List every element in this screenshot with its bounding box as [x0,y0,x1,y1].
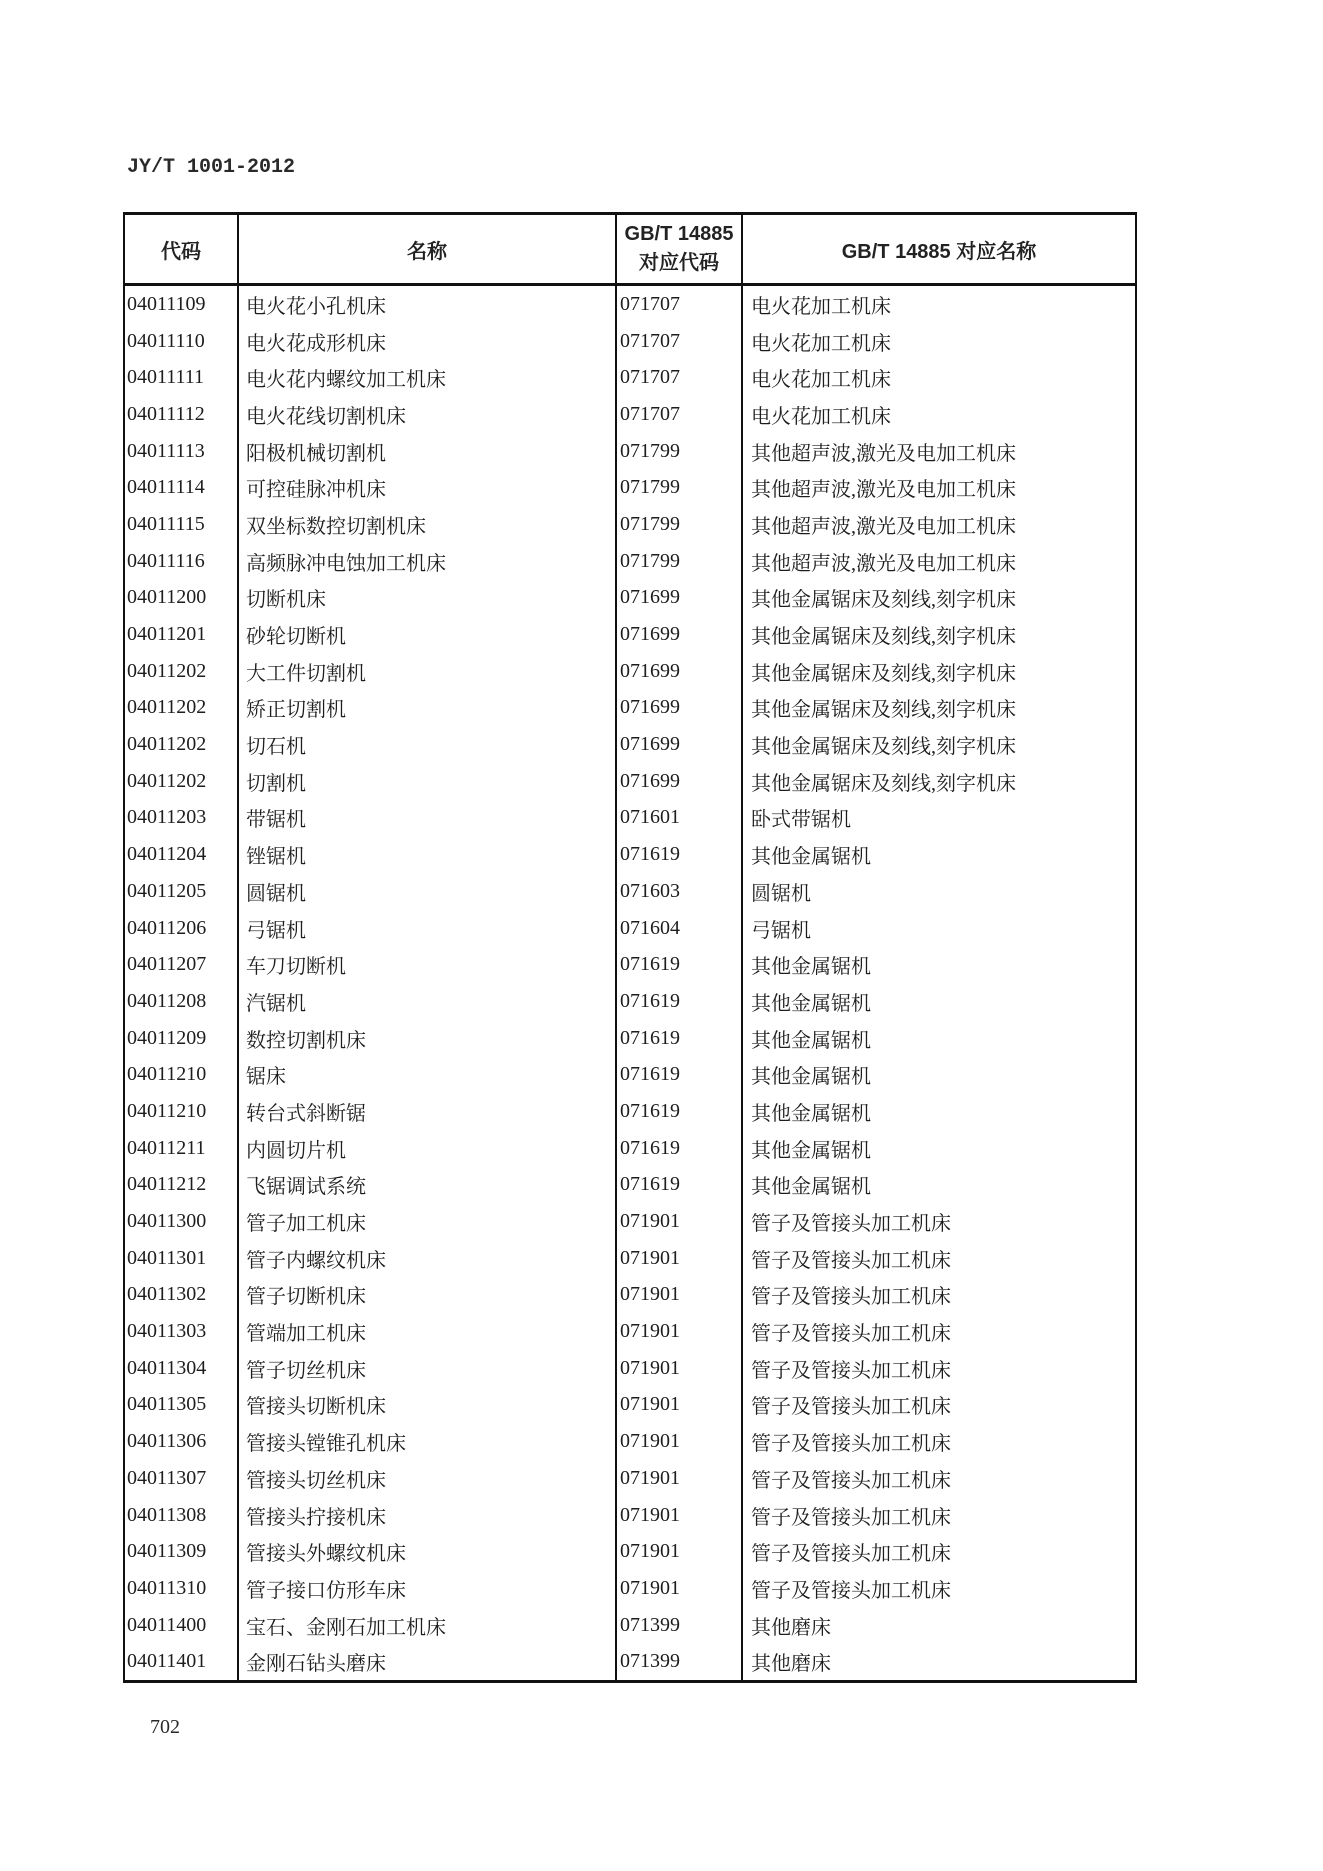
cell-code: 04011116 [125,543,239,580]
cell-gbt-name: 其他金属锯机 [751,956,871,979]
cell-code: 04011113 [125,433,239,470]
cell-name: 飞锯调试系统 [239,1167,617,1204]
cell-gbt-name: 其他超声波,激光及电加工机床 [751,552,1016,575]
cell-name: 切石机 [239,726,617,763]
cell-name: 管接头外螺纹机床 [239,1533,617,1570]
cell-gbt-name: 其他金属锯机 [751,1102,871,1125]
cell-gbt-name: 管子及管接头加工机床 [751,1286,951,1309]
table-row [125,1607,1135,1644]
table-row [125,359,1135,396]
cell-code: 04011203 [125,800,239,837]
cell-code: 04011202 [125,653,239,690]
cell-gbt-name: 其他超声波,激光及电加工机床 [751,442,1016,465]
cell-code: 04011304 [125,1350,239,1387]
table-row [125,1423,1135,1460]
table-row [125,1130,1135,1167]
cell-name: 阳极机械切割机 [239,433,617,470]
cell-name: 车刀切断机 [239,946,617,983]
cell-gbt-name: 管子及管接头加工机床 [751,1396,951,1419]
cell-name: 切断机床 [239,580,617,617]
cell-gbt-code: 071604 [617,910,743,947]
cell-code: 04011109 [125,286,239,323]
cell-name: 管接头镗锥孔机床 [239,1423,617,1460]
cell-name: 高频脉冲电蚀加工机床 [239,543,617,580]
cell-gbt-code: 071901 [617,1240,743,1277]
cell-code: 04011401 [125,1643,239,1680]
cell-gbt-name: 其他金属锯机 [751,1139,871,1162]
cell-gbt-name: 其他超声波,激光及电加工机床 [751,479,1016,502]
cell-gbt-name: 其他金属锯机 [751,1029,871,1052]
cell-gbt-code: 071707 [617,359,743,396]
col-header-gbt-name: GB/T 14885 对应名称 [841,240,1037,263]
cell-gbt-name: 圆锯机 [751,882,811,905]
table-row [125,726,1135,763]
table-row [125,983,1135,1020]
cell-gbt-name: 管子及管接头加工机床 [751,1359,951,1382]
cell-gbt-code: 071799 [617,506,743,543]
cell-code: 04011205 [125,873,239,910]
cell-gbt-name: 管子及管接头加工机床 [751,1543,951,1566]
cell-gbt-name: 其他磨床 [751,1616,831,1639]
cell-gbt-code: 071619 [617,946,743,983]
table-row [125,653,1135,690]
table-row [125,1350,1135,1387]
cell-name: 管子加工机床 [239,1203,617,1240]
cell-code: 04011306 [125,1423,239,1460]
cell-gbt-code: 071901 [617,1203,743,1240]
cell-code: 04011210 [125,1093,239,1130]
table-row [125,1093,1135,1130]
cell-gbt-code: 071619 [617,983,743,1020]
cell-code: 04011204 [125,836,239,873]
cell-name: 管接头切丝机床 [239,1460,617,1497]
cell-gbt-code: 071699 [617,653,743,690]
table-row [125,469,1135,506]
table-row [125,1277,1135,1314]
cell-name: 矫正切割机 [239,690,617,727]
cell-gbt-code: 071619 [617,836,743,873]
table-row [125,690,1135,727]
cell-gbt-name: 其他金属锯床及刻线,刻字机床 [751,736,1016,759]
cell-name: 宝石、金刚石加工机床 [239,1607,617,1644]
cell-code: 04011200 [125,580,239,617]
cell-gbt-code: 071699 [617,616,743,653]
table-row [125,543,1135,580]
cell-gbt-name: 电火花加工机床 [751,295,891,318]
table-row [125,763,1135,800]
cell-gbt-name: 其他金属锯机 [751,992,871,1015]
table-row [125,286,1135,323]
cell-gbt-name: 其他金属锯机 [751,1176,871,1199]
cell-code: 04011115 [125,506,239,543]
cell-code: 04011206 [125,910,239,947]
cell-gbt-code: 071901 [617,1497,743,1534]
cell-name: 圆锯机 [239,873,617,910]
cell-gbt-code: 071699 [617,726,743,763]
cell-gbt-name: 电火花加工机床 [751,369,891,392]
table-row [125,1460,1135,1497]
cell-name: 管子切丝机床 [239,1350,617,1387]
col-header-gbt-code-line2: 对应代码 [639,252,719,274]
table-row [125,1533,1135,1570]
cell-gbt-name: 其他金属锯机 [751,1066,871,1089]
cell-name: 转台式斜断锯 [239,1093,617,1130]
cell-gbt-code: 071699 [617,690,743,727]
table-row [125,1643,1135,1680]
cell-gbt-code: 071799 [617,433,743,470]
table-header-row [125,215,1135,286]
cell-gbt-name: 其他磨床 [751,1653,831,1676]
page-number: 702 [150,1716,180,1738]
table-row [125,1020,1135,1057]
cell-code: 04011209 [125,1020,239,1057]
cell-name: 锉锯机 [239,836,617,873]
col-header-name: 名称 [239,215,617,283]
cell-gbt-name: 弓锯机 [751,919,811,942]
cell-name: 电火花内螺纹加工机床 [239,359,617,396]
cell-code: 04011303 [125,1313,239,1350]
table-row [125,1240,1135,1277]
cell-code: 04011212 [125,1167,239,1204]
cell-code: 04011114 [125,469,239,506]
col-header-code: 代码 [125,215,239,283]
cell-gbt-code: 071707 [617,286,743,323]
table-row [125,1203,1135,1240]
cell-code: 04011202 [125,726,239,763]
cell-gbt-code: 071901 [617,1533,743,1570]
table-row [125,910,1135,947]
cell-code: 04011202 [125,690,239,727]
cell-gbt-code: 071699 [617,763,743,800]
cell-code: 04011309 [125,1533,239,1570]
cell-gbt-code: 071901 [617,1313,743,1350]
cell-code: 04011302 [125,1277,239,1314]
cell-name: 弓锯机 [239,910,617,947]
cell-code: 04011400 [125,1607,239,1644]
cell-gbt-code: 071799 [617,543,743,580]
table-row [125,580,1135,617]
document-code-title: JY/T 1001-2012 [127,156,296,179]
cell-gbt-code: 071901 [617,1460,743,1497]
table-row [125,616,1135,653]
cell-gbt-code: 071901 [617,1423,743,1460]
cell-gbt-code: 071619 [617,1020,743,1057]
cell-name: 数控切割机床 [239,1020,617,1057]
cell-code: 04011305 [125,1387,239,1424]
cell-name: 电火花线切割机床 [239,396,617,433]
cell-code: 04011308 [125,1497,239,1534]
cell-gbt-code: 071619 [617,1130,743,1167]
cell-name: 内圆切片机 [239,1130,617,1167]
cell-name: 管子接口仿形车床 [239,1570,617,1607]
table-row [125,506,1135,543]
table-row [125,1313,1135,1350]
cell-code: 04011301 [125,1240,239,1277]
cell-name: 管接头拧接机床 [239,1497,617,1534]
cell-name: 锯床 [239,1056,617,1093]
cell-gbt-code: 071619 [617,1056,743,1093]
cell-name: 可控硅脉冲机床 [239,469,617,506]
cell-gbt-code: 071619 [617,1093,743,1130]
cell-code: 04011310 [125,1570,239,1607]
cell-gbt-code: 071707 [617,323,743,360]
cell-code: 04011202 [125,763,239,800]
table-row [125,1497,1135,1534]
col-header-gbt-code-line1: GB/T 14885 [624,223,734,245]
cell-gbt-code: 071603 [617,873,743,910]
table-row [125,873,1135,910]
col-header-gbt-code [617,215,743,283]
cell-gbt-name: 其他金属锯机 [751,846,871,869]
cell-gbt-name: 其他金属锯床及刻线,刻字机床 [751,699,1016,722]
cell-gbt-name: 管子及管接头加工机床 [751,1213,951,1236]
cell-gbt-code: 071699 [617,580,743,617]
cell-gbt-name: 其他金属锯床及刻线,刻字机床 [751,662,1016,685]
cell-name: 双坐标数控切割机床 [239,506,617,543]
table-row [125,946,1135,983]
code-correspondence-table [123,212,1137,1683]
cell-gbt-name: 电火花加工机床 [751,332,891,355]
cell-code: 04011211 [125,1130,239,1167]
cell-name: 电火花小孔机床 [239,286,617,323]
cell-gbt-code: 071901 [617,1350,743,1387]
cell-name: 管子内螺纹机床 [239,1240,617,1277]
table-row [125,1570,1135,1607]
cell-gbt-name: 其他金属锯床及刻线,刻字机床 [751,772,1016,795]
cell-name: 切割机 [239,763,617,800]
cell-code: 04011307 [125,1460,239,1497]
cell-name: 管子切断机床 [239,1277,617,1314]
cell-gbt-name: 管子及管接头加工机床 [751,1433,951,1456]
table-row [125,433,1135,470]
table-row [125,800,1135,837]
cell-gbt-name: 管子及管接头加工机床 [751,1506,951,1529]
table-row [125,1167,1135,1204]
table-body [125,286,1135,1680]
cell-name: 汽锯机 [239,983,617,1020]
cell-gbt-code: 071619 [617,1167,743,1204]
cell-name: 带锯机 [239,800,617,837]
cell-name: 管接头切断机床 [239,1387,617,1424]
cell-name: 大工件切割机 [239,653,617,690]
cell-gbt-name: 管子及管接头加工机床 [751,1323,951,1346]
table-row [125,836,1135,873]
cell-name: 砂轮切断机 [239,616,617,653]
table-row [125,323,1135,360]
cell-gbt-name: 管子及管接头加工机床 [751,1249,951,1272]
cell-name: 管端加工机床 [239,1313,617,1350]
cell-gbt-name: 其他金属锯床及刻线,刻字机床 [751,626,1016,649]
cell-gbt-code: 071901 [617,1277,743,1314]
cell-code: 04011210 [125,1056,239,1093]
cell-gbt-code: 071601 [617,800,743,837]
table-row [125,396,1135,433]
cell-gbt-name: 管子及管接头加工机床 [751,1469,951,1492]
cell-code: 04011112 [125,396,239,433]
cell-gbt-code: 071707 [617,396,743,433]
cell-name: 电火花成形机床 [239,323,617,360]
cell-code: 04011201 [125,616,239,653]
cell-code: 04011111 [125,359,239,396]
cell-gbt-code: 071399 [617,1643,743,1680]
cell-gbt-name: 其他金属锯床及刻线,刻字机床 [751,589,1016,612]
cell-name: 金刚石钻头磨床 [239,1643,617,1680]
cell-gbt-code: 071799 [617,469,743,506]
cell-code: 04011110 [125,323,239,360]
cell-gbt-name: 管子及管接头加工机床 [751,1579,951,1602]
cell-code: 04011208 [125,983,239,1020]
table-row [125,1387,1135,1424]
cell-gbt-code: 071901 [617,1387,743,1424]
table-row [125,1056,1135,1093]
cell-gbt-name: 电火花加工机床 [751,405,891,428]
cell-code: 04011207 [125,946,239,983]
cell-gbt-name: 其他超声波,激光及电加工机床 [751,515,1016,538]
cell-gbt-code: 071901 [617,1570,743,1607]
cell-gbt-code: 071399 [617,1607,743,1644]
cell-gbt-name: 卧式带锯机 [751,809,851,832]
cell-code: 04011300 [125,1203,239,1240]
